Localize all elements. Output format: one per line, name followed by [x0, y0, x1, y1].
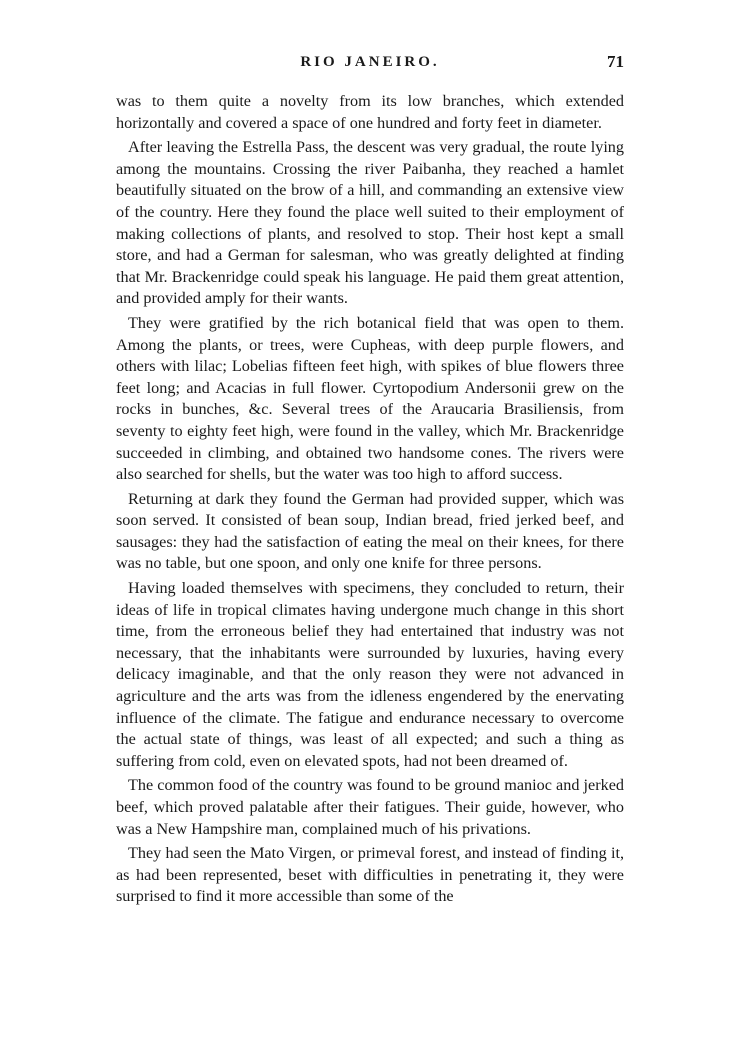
- paragraph: After leaving the Estrella Pass, the descent was very gradual, the route lying among the mountains. Crossing the river Paibanha, they reached a hamlet beautifully situated on the brow of a hill, and commanding an extensive view of the country. Here they found the place well suited to their employment of making collections of plants, and resolved to stop. Their host kept a small store, and had a German for salesman, who was greatly delighted at finding that Mr. Brackenridge could speak his language. He paid them great attention, and provided amply for their wants.: [116, 138, 624, 308]
- running-head: [116, 52, 624, 76]
- paragraph: The common food of the country was found to be ground manioc and jerked beef, which proved palatable after their fatigues. Their guide, however, who was a New Hampshire man, complained much of his privations.: [116, 776, 624, 838]
- body-text: [116, 91, 624, 908]
- paragraph: They were gratified by the rich botanical field that was open to them. Among the plants, or trees, were Cupheas, with deep purple flowers, and others with lilac; Lobelias fifteen feet high, with spikes of blue flowers three feet long; and Acacias in full flower. Cyrtopodium Andersonii grew on the rocks in bunches, &c. Several trees of the Araucaria Brasiliensis, from seventy to eighty feet high, were found in the valley, which Mr. Brackenridge succeeded in climbing, and obtained two handsome cones. The rivers were also searched for shells, but the water was too high to afford success.: [116, 313, 624, 484]
- paragraph: They had seen the Mato Virgen, or primeval forest, and instead of finding it, as had been represented, beset with difficulties in penetrating it, they were surprised to find it more accessible than some of the: [116, 844, 624, 906]
- running-title: RIO JANEIRO.: [300, 54, 440, 70]
- page-number: 71: [607, 52, 624, 71]
- paragraph: Returning at dark they found the German had provided supper, which was soon served. It consisted of bean soup, Indian bread, fried jerked beef, and sausages: they had the satisfaction of eating the meal on their knees, for there was no table, but one spoon, and only one knife for three persons.: [116, 489, 624, 573]
- paragraph-continued: was to them quite a novelty from its low branches, which extended horizontally and covered a space of one hundred and forty feet in diameter.: [116, 92, 624, 132]
- paragraph: Having loaded themselves with specimens, they concluded to return, their ideas of life in tropical climates having undergone much change in this short time, from the erroneous belief they had entertained that industry was not necessary, that the inhabitants were surrounded by luxuries, having every delicacy imaginable, and that the only reason they were not advanced in agriculture and the arts was from the idleness engendered by the enervating influence of the climate. The fatigue and endurance necessary to overcome the actual state of things, was least of all expected; and such a thing as suffering from cold, even on elevated spots, had not been dreamed of.: [116, 579, 624, 770]
